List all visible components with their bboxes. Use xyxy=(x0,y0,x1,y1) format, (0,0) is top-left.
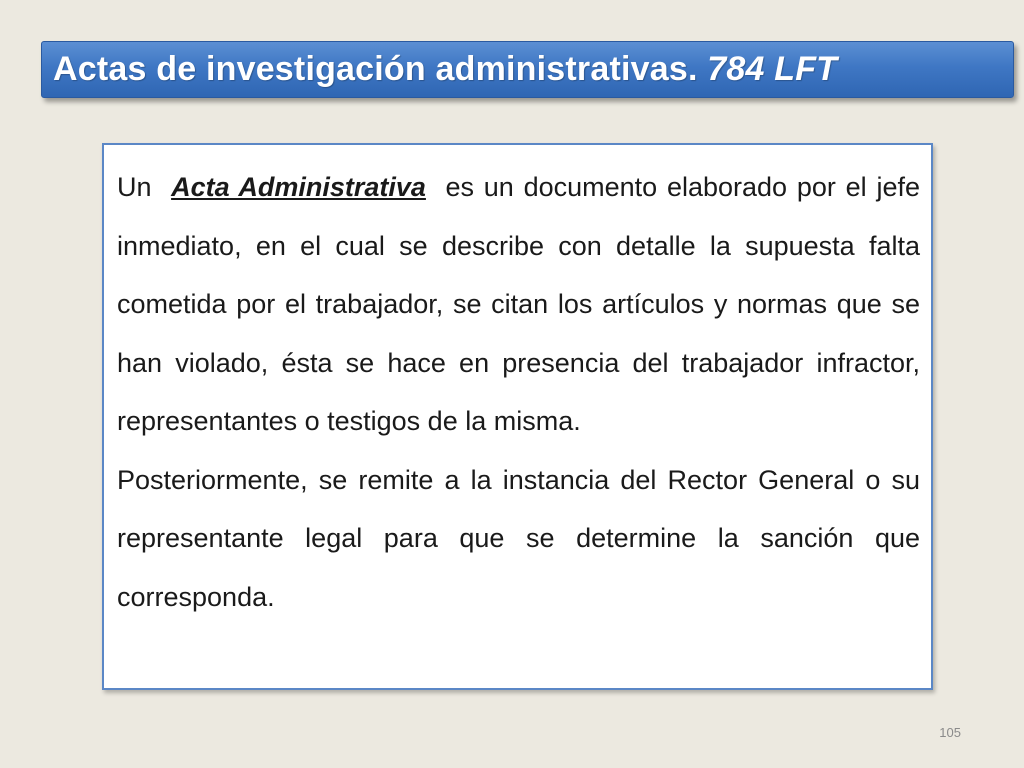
slide-title xyxy=(53,50,837,89)
title-main: Actas de investigación administrativas. xyxy=(53,50,698,88)
title-accent: 784 LFT xyxy=(707,50,838,88)
paragraph-lead: Un xyxy=(117,172,152,202)
defined-term: Acta Administrativa xyxy=(171,172,426,202)
paragraph-definition-body: es un documento elaborado por el jefe inmediato, en el cual se describe con detalle la supuesta falta cometida por el trabajador, se citan los artículos y normas que se han violado, ésta se hace en presencia del trabajador infractor, representantes o testigos de la misma. xyxy=(117,172,920,436)
paragraph-definition xyxy=(117,158,920,451)
page-number: 105 xyxy=(939,725,961,740)
title-bar xyxy=(41,41,1014,98)
content-box xyxy=(102,143,933,690)
paragraph-procedure: Posteriormente, se remite a la instancia del Rector General o su representante legal para que se determine la sanción que corresponda. xyxy=(117,464,920,612)
